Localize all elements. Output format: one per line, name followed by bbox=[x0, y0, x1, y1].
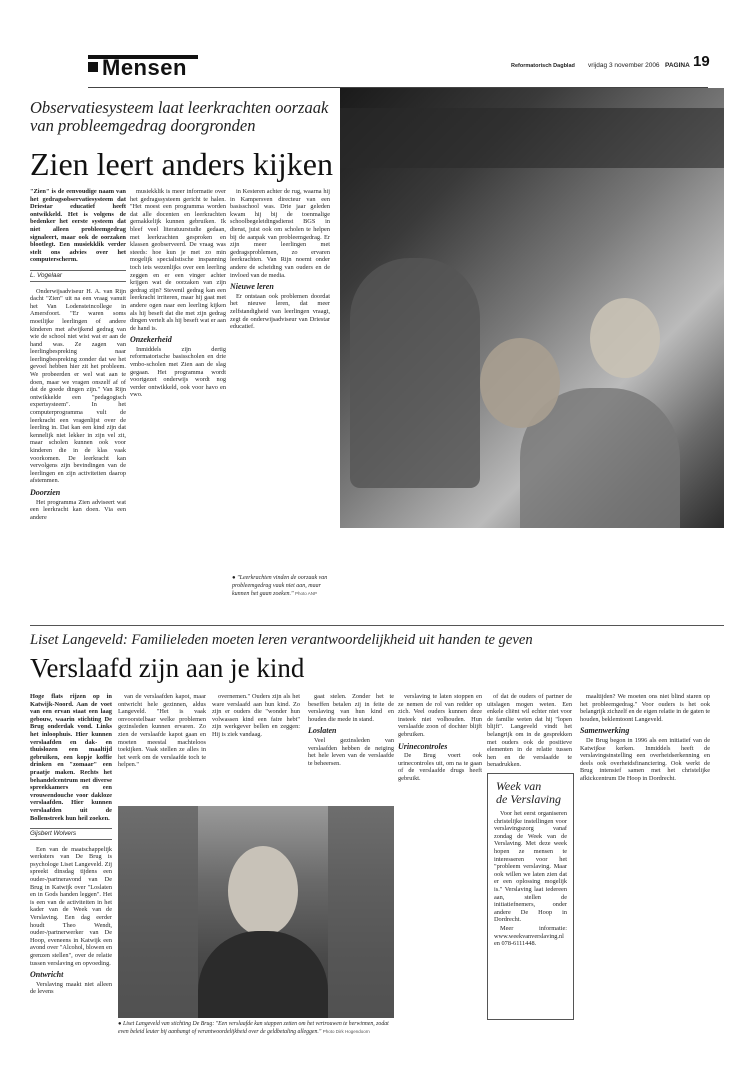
article2-headline: Verslaafd zijn aan je kind bbox=[30, 653, 305, 683]
article1-col1 bbox=[30, 188, 126, 618]
article1-kicker bbox=[30, 99, 370, 135]
article1-headline: Zien leert anders kijken bbox=[30, 146, 333, 182]
article1-col2-end: Inmiddels zijn dertig reformatorische basisscholen en drie vmbo-scholen met Zien aan de slag gegaan. Het programma wordt voortgezet onderwijs wordt nog verder ontwikkeld, ook voor havo en vwo. bbox=[130, 345, 226, 399]
article2-col1-subhead: Ontwricht bbox=[30, 970, 64, 980]
article1-col2 bbox=[130, 188, 226, 618]
article2-caption-text: Liset Langeveld van stichting De Brug: "Een verslaafde kan stappen zetten om het vertrouwen te herwinnen, zodat even beleid leuter bij aanhangt of verantwoordelijkheid over de geldbetaling alleggen." bbox=[118, 1021, 389, 1035]
article2-col3 bbox=[212, 693, 300, 803]
article1-col1-body: Onderwijsadviseur H. A. van Rijn dacht "Zien" uit na een vraag vanuit het Van Lodensteincollege in Amersfoort. "Er waren soms moeilijke leerlingen of andere kinderen met afwijkend gedrag van wie de school niet wist wat er aan de hand was. Ze zagen van leerlingbespreking naar leerlingbespreking zonder dat we het gevoel hebben hier zit het probleem. We probeerden er wel wat aan te doen, maar we vragen onszelf af of dat de goede dingen zijn." Van Rijn ontwikkelde een "pedagogisch expertsysteem". In het computerprogramma vult de leerkracht een vragenlijst over de leerling in. Dat kan een kind zijn dat kennelijk niet lekker in zijn vel zit, maar scholen kunnen ook voor kinderen die in de klas vaak voorkomen. De leerkracht kan vervolgens zijn bevindingen van de leerlingen en zijn activiteiten daarop afstemmen. bbox=[30, 287, 126, 485]
article2-col4-end: Veel gezinsleden van verslaafden hebben de neiging het hele leven van de verslaafde te beheersen. bbox=[308, 736, 394, 767]
article2-col1 bbox=[30, 693, 112, 1051]
article2-col7-subhead: Samenwerking bbox=[580, 726, 630, 736]
article1-col3-end: Er ontstaan ook problemen doordat het nieuwe leren, dat meer zelfstandigheid van leerlingen vraagt, zegt de onderwijsadviseur van Driestar educatief. bbox=[230, 292, 330, 331]
article2-col5-body: verslaving te laten stoppen en ze nemen de rol van redder op zich. Veel ouders kunnen deze insteek niet volhouden. Hun verslaafde zoon of dochter blijft gebruiken. bbox=[398, 693, 482, 738]
article2-col3-body: overnemen." Ouders zijn als het ware verslaafd aan hun kind. Zo zijn er ouders die "wonder hun volwassen kind een faire hebt" zijn werkgever bellen en zeggen: Hij is ziek vandaag. bbox=[212, 693, 300, 738]
article1-lead: "Zien" is de eenvoudige naam van het gedragsobservatiesysteem dat Driestar educatief heeft ontwikkeld. Het is volgens de bedenker het eerste systeem dat niet alleen probleemgedrag signaleert, maar ook de oorzaken blootlegt. Een musiekklik verder stelt ons advies over het computerscherm. bbox=[30, 188, 126, 264]
sidebar-box bbox=[487, 773, 574, 1020]
article1-col3-subhead: Nieuwe leren bbox=[230, 282, 274, 292]
article2-col2 bbox=[118, 693, 206, 803]
paper-name: Reformatorisch Dagblad bbox=[511, 63, 575, 69]
article2-col5-end: De Brug voert ook urinecontroles uit, om na te gaan of de verslaafde drugs heeft gebruikt. bbox=[398, 752, 482, 782]
article1-col1-end: Het programma Zien adviseert wat een leerkracht kan doen. Via een andere bbox=[30, 498, 126, 521]
article1-caption-text: "Leerkrachten vinden de oorzaak van probleemgedrag vaak niet aan, maar kunnen het gaan zoeken." bbox=[232, 575, 328, 597]
article1-photo-credit: Photo ANP bbox=[295, 591, 318, 596]
article1-col3 bbox=[230, 188, 330, 538]
sidebar-title-line2: de Verslaving bbox=[496, 792, 561, 806]
caption-bullet-icon: ● bbox=[118, 1021, 122, 1027]
article1-col3-body: in Kesteren achter de rug, waarna hij in Kampersven directeur van een basisschool was. Drie jaar geleden kwam hij bij de toenmalige schoolbegeleidingsdienst BGS in dienst, juist ook om scholen te helpen bij de aanpak van probleemgedrag. Er zijn meer leerlingen met gedragsproblemen, zo ervaren leerkrachten. Van Rijn noemt onder andere de scheiding van ouders en de invloed van de media. bbox=[230, 188, 330, 279]
page-date: vrijdag 3 november 2006 bbox=[588, 62, 660, 69]
article2-col7-body: maaltijden? We moeten ons niet blind staren op het probleemgedrag." Voor ouders is het ook belangrijk zichzelf en de eigen relatie in de gaten te houden, beklemtoont Langeveld. bbox=[580, 693, 710, 723]
article2-caption bbox=[118, 1021, 394, 1036]
article2-col2-body: van de verslaafden kapot, maar ontwricht hele gezinnen, aldus Langeveld. "Het is vaak onvoorstelbaar welke problemen gezinsleden kunnen ervaren. Zo zien de verslaafde kapot gaan en moeten meestal machteloos toekijken. Vaak stellen ze alles in het werk om de verslaafde toch te helpen." bbox=[118, 693, 206, 769]
article2-col1-body: Een van de maatschappelijk werksters van De Brug is psychologe Liset Langeveld. Zij spreekt dinsdag tijdens een ouder-/partneravond van De Brug in Katwijk over "Loslaten en in Gods handen leggen". Het is een van de activiteiten in het kader van de Week van de Verslaving. Een dag eerder houdt Theo Wendt, ouder-/partnerwerker van De Hoop, eveneens in Katwijk een avond over "Alcohol, blowen en grenzen stellen", over de relatie tussen verslaving en opvoeding. bbox=[30, 845, 112, 967]
article2-photo bbox=[118, 806, 394, 1018]
article2-col6 bbox=[487, 693, 572, 768]
article2-col6-body: of dat de ouders of partner de uitslagen mogen weten. Een enkele cliënt wil echter niet voor de familie weten dat hij "lopen blijft". Langeveld vindt het belangrijk om in de gesprekken met ouders ook de positieve elementen in de relatie tussen hen en de verslaafde te benadrukken. bbox=[487, 693, 572, 768]
article1-caption bbox=[232, 575, 330, 599]
article2-byline: Gijsbert Wolvers bbox=[30, 828, 112, 840]
article1-col1-subhead: Doorzien bbox=[30, 487, 61, 497]
section-title: Mensen bbox=[102, 55, 187, 80]
article2-col5-subhead: Urinecontroles bbox=[398, 741, 448, 751]
sidebar-body bbox=[494, 810, 567, 1010]
article1-byline: L. Vogelaar bbox=[30, 270, 126, 282]
sidebar-footer: Meer informatie: www.weekvanverslaving.nl en 078-6111448. bbox=[494, 924, 567, 948]
page-header bbox=[0, 0, 738, 90]
article-separator bbox=[30, 625, 724, 626]
article1-col2-subhead: Onzekerheid bbox=[130, 335, 172, 345]
sidebar-title bbox=[496, 780, 568, 806]
article2-col4-subhead: Loslaten bbox=[308, 726, 337, 736]
article2-col7-end: De Brug begon in 1996 als een initiatief van de Katwijkse kerken. Inmiddels heeft de verslavingsinstelling een overheidserkenning en deels ook overheidsfinanciering. Ook werkt de Brug intensief samen met het christelijke afkickcentrum De Hoop in Dordrecht. bbox=[580, 736, 710, 782]
caption-bullet-icon: ● bbox=[232, 575, 236, 581]
article2-col5 bbox=[398, 693, 482, 1051]
article1-col2-body: musiekklik is meer informatie over het gedragssysteem gericht te halen. "Het moest een programma worden dat alle docenten en leerkrachten gemakkelijk kunnen gebruiken. Ik bleef veel literatuurstudie gedaan, met leerkrachten gesproken en klassen geobserveerd. De vraag was steeds: hoe kun je met zo min mogelijk specialistische inspanning toch iets wezenlijks over een leerling zeggen en er een vinger achter krijgen wat de oorzaken van zijn gedrag zijn? Stevenil gedrag kan een leerkracht irriteren, maar hij gaat met andere ogen naar een leerling kijken als hij beseft dat die met zijn gedrag dingen vertelt als hij beseft wat er aan de hand is. bbox=[130, 188, 226, 332]
article2-col1-end: Verslaving maakt niet alleen de levens bbox=[30, 980, 112, 996]
article2-col4-body: gaat stelen. Zonder het te beseffen betalen zij in feite de verslaving van hun kind en houden die mede in stand. bbox=[308, 693, 394, 723]
sidebar-title-line1: Week van bbox=[496, 779, 542, 793]
article2-lead: Hoge flats rijzen op in Katwijk-Noord. Aan de voet van een ervan staat een laag gebouw, waarin stichting De Brug onderdak vond. Links het inloophuis. Hier kunnen verslaafden en dak- en thuislozen een maaltijd gebruiken, een kopje koffie drinken en "zomaar" een praatje maken. Rechts het behandelcentrum met diverse spreekkamers en een vrouwendouche voor dakloze verslaafden. Hier kunnen verslaafden uit de Bollenstreek hun heil zoeken. bbox=[30, 693, 112, 822]
article2-col7 bbox=[580, 693, 710, 1051]
article2-col4 bbox=[308, 693, 394, 803]
article2-photo-credit: Photo Dirk Hogendoorn bbox=[322, 1029, 370, 1034]
article1-kicker-line1: Observatiesysteem laat leerkrachten oorzaak bbox=[30, 98, 329, 117]
article1-photo bbox=[340, 88, 724, 528]
sidebar-body-text: Voor het eerst organiseren christelijke instellingen voor verslavingszorg vanaf zondag de Week van de Verslaving. Met deze week hopen ze mensen te interesseren voor het "probleem verslaving. Maar ook willen we laten zien dat er een oplossing mogelijk is." Verslaving laat iedereen aan, stellen de initiatiefnemers, onder andere De Hoop in Dordrecht. bbox=[494, 810, 567, 924]
article1-kicker-line2: van probleemgedrag doorgronden bbox=[30, 116, 256, 135]
page-word: PAGINA bbox=[665, 62, 690, 69]
page-number: 19 bbox=[693, 53, 710, 70]
article2-kicker: Liset Langeveld: Familieleden moeten leren verantwoordelijkheid uit handen te geven bbox=[30, 632, 533, 648]
